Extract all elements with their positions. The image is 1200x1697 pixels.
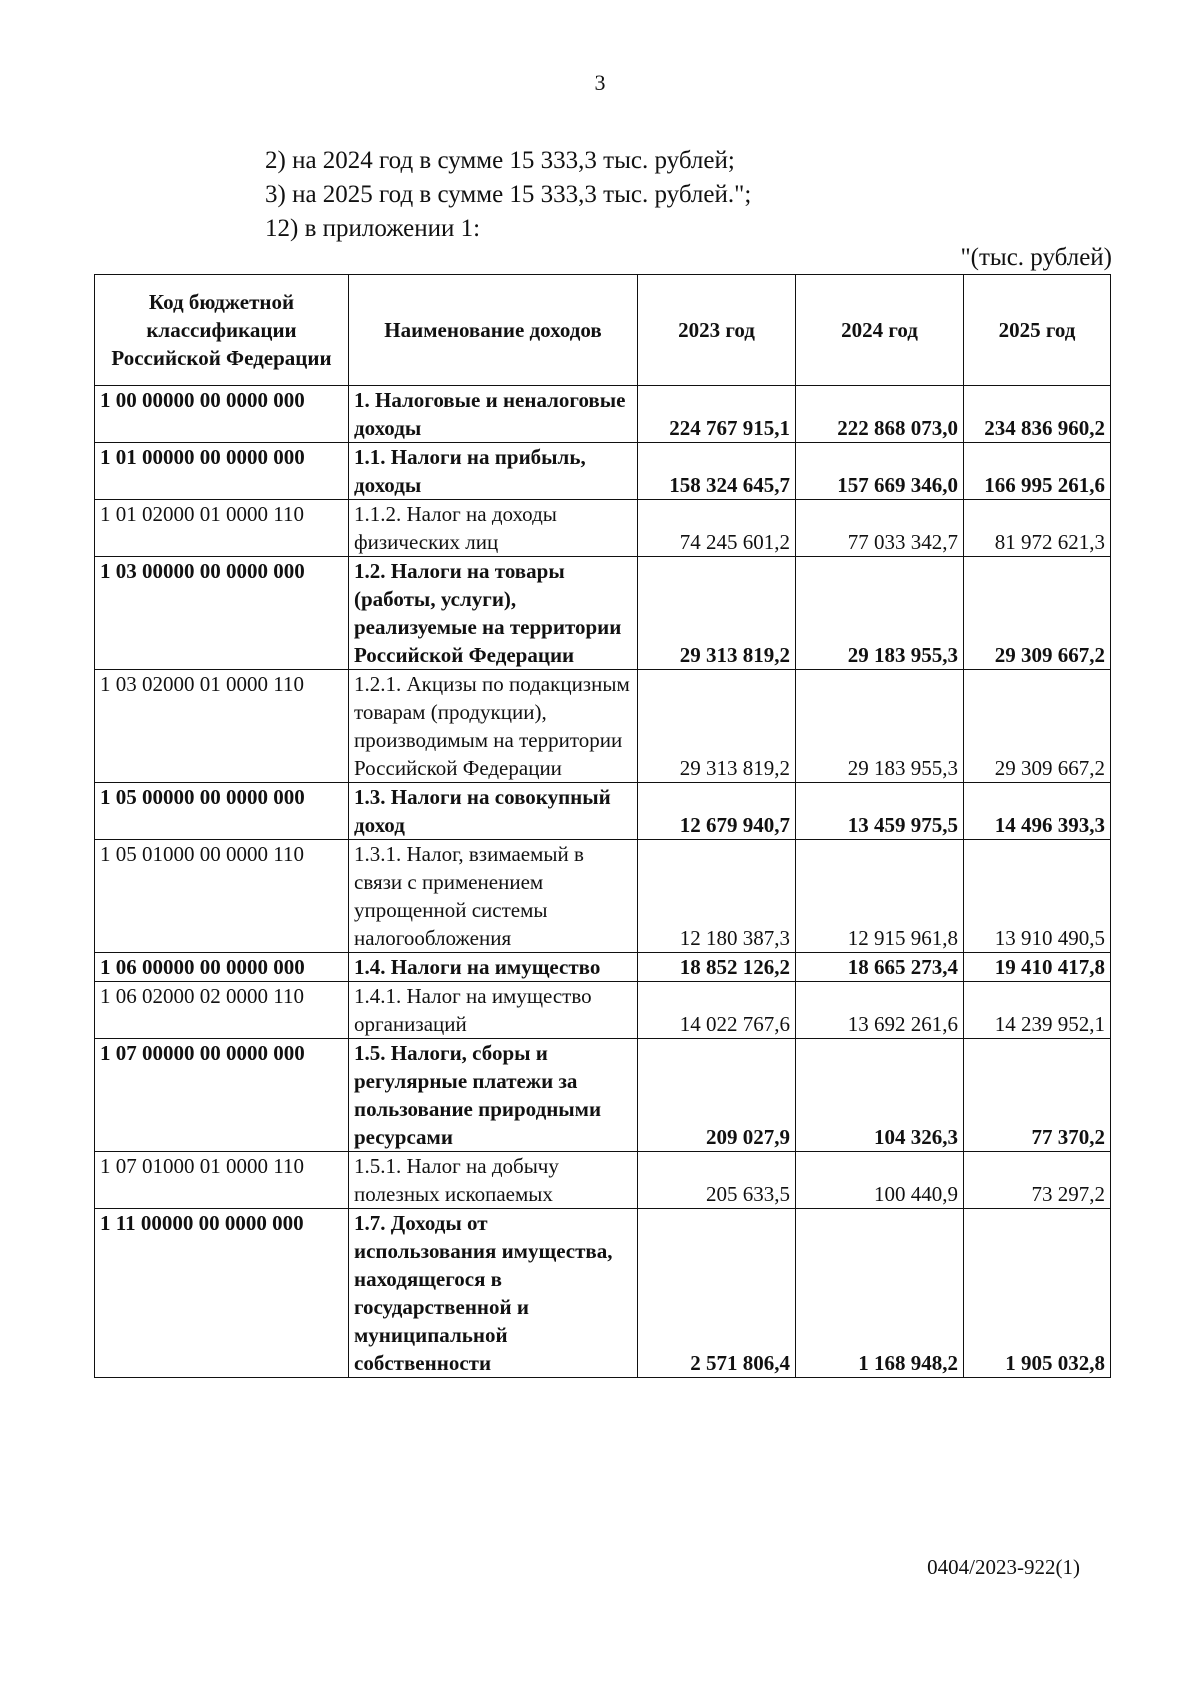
value-2023-cell: 29 313 819,2 bbox=[638, 670, 796, 783]
name-cell: 1. Налоговые и неналоговые доходы bbox=[349, 386, 638, 443]
value-2025-cell: 73 297,2 bbox=[964, 1152, 1111, 1209]
value-2024-cell: 104 326,3 bbox=[796, 1039, 964, 1152]
code-cell: 1 06 00000 00 0000 000 bbox=[95, 953, 349, 982]
value-2023-cell: 74 245 601,2 bbox=[638, 500, 796, 557]
table-row bbox=[95, 443, 1111, 500]
name-cell: 1.1. Налоги на прибыль, доходы bbox=[349, 443, 638, 500]
table-body bbox=[95, 386, 1111, 1378]
value-2023-cell: 2 571 806,4 bbox=[638, 1209, 796, 1378]
table-header-row bbox=[95, 275, 1111, 386]
code-cell: 1 01 00000 00 0000 000 bbox=[95, 443, 349, 500]
header-name: Наименование доходов bbox=[349, 275, 638, 386]
code-cell: 1 11 00000 00 0000 000 bbox=[95, 1209, 349, 1378]
code-cell: 1 03 00000 00 0000 000 bbox=[95, 557, 349, 670]
value-2025-cell: 19 410 417,8 bbox=[964, 953, 1111, 982]
value-2023-cell: 209 027,9 bbox=[638, 1039, 796, 1152]
intro-line: 3) на 2025 год в сумме 15 333,3 тыс. рублей."; bbox=[265, 181, 752, 208]
units-label: "(тыс. рублей) bbox=[960, 244, 1112, 271]
header-2024: 2024 год bbox=[796, 275, 964, 386]
value-2023-cell: 12 180 387,3 bbox=[638, 840, 796, 953]
value-2024-cell: 222 868 073,0 bbox=[796, 386, 964, 443]
name-cell: 1.2. Налоги на товары (работы, услуги), реализуемые на территории Российской Федерации bbox=[349, 557, 638, 670]
value-2025-cell: 29 309 667,2 bbox=[964, 670, 1111, 783]
value-2024-cell: 13 459 975,5 bbox=[796, 783, 964, 840]
value-2023-cell: 205 633,5 bbox=[638, 1152, 796, 1209]
table-row bbox=[95, 670, 1111, 783]
code-cell: 1 05 01000 00 0000 110 bbox=[95, 840, 349, 953]
value-2024-cell: 100 440,9 bbox=[796, 1152, 964, 1209]
name-cell: 1.3.1. Налог, взимаемый в связи с применением упрощенной системы налогообложения bbox=[349, 840, 638, 953]
value-2023-cell: 12 679 940,7 bbox=[638, 783, 796, 840]
intro-line: 2) на 2024 год в сумме 15 333,3 тыс. рублей; bbox=[265, 147, 735, 174]
name-cell: 1.7. Доходы от использования имущества, находящегося в государственной и муниципальной собственности bbox=[349, 1209, 638, 1378]
value-2024-cell: 29 183 955,3 bbox=[796, 670, 964, 783]
table-row bbox=[95, 1152, 1111, 1209]
table-row bbox=[95, 1039, 1111, 1152]
value-2024-cell: 1 168 948,2 bbox=[796, 1209, 964, 1378]
value-2024-cell: 12 915 961,8 bbox=[796, 840, 964, 953]
table-row bbox=[95, 1209, 1111, 1378]
value-2024-cell: 18 665 273,4 bbox=[796, 953, 964, 982]
intro-line: 12) в приложении 1: bbox=[265, 215, 481, 242]
value-2025-cell: 234 836 960,2 bbox=[964, 386, 1111, 443]
header-2023: 2023 год bbox=[638, 275, 796, 386]
header-2025: 2025 год bbox=[964, 275, 1111, 386]
value-2023-cell: 158 324 645,7 bbox=[638, 443, 796, 500]
intro-text bbox=[265, 144, 751, 246]
page-number: 3 bbox=[594, 70, 606, 95]
table-row bbox=[95, 982, 1111, 1039]
value-2023-cell: 29 313 819,2 bbox=[638, 557, 796, 670]
name-cell: 1.4. Налоги на имущество bbox=[349, 953, 638, 982]
table-row bbox=[95, 557, 1111, 670]
name-cell: 1.3. Налоги на совокупный доход bbox=[349, 783, 638, 840]
table-row bbox=[95, 783, 1111, 840]
table-row bbox=[95, 500, 1111, 557]
code-cell: 1 07 01000 01 0000 110 bbox=[95, 1152, 349, 1209]
value-2025-cell: 1 905 032,8 bbox=[964, 1209, 1111, 1378]
value-2025-cell: 29 309 667,2 bbox=[964, 557, 1111, 670]
name-cell: 1.4.1. Налог на имущество организаций bbox=[349, 982, 638, 1039]
code-cell: 1 05 00000 00 0000 000 bbox=[95, 783, 349, 840]
value-2023-cell: 224 767 915,1 bbox=[638, 386, 796, 443]
name-cell: 1.5. Налоги, сборы и регулярные платежи за пользование природными ресурсами bbox=[349, 1039, 638, 1152]
name-cell: 1.2.1. Акцизы по подакцизным товарам (продукции), производимым на территории Российской Федерации bbox=[349, 670, 638, 783]
value-2024-cell: 77 033 342,7 bbox=[796, 500, 964, 557]
value-2023-cell: 18 852 126,2 bbox=[638, 953, 796, 982]
value-2025-cell: 14 239 952,1 bbox=[964, 982, 1111, 1039]
value-2024-cell: 13 692 261,6 bbox=[796, 982, 964, 1039]
code-cell: 1 03 02000 01 0000 110 bbox=[95, 670, 349, 783]
name-cell: 1.1.2. Налог на доходы физических лиц bbox=[349, 500, 638, 557]
code-cell: 1 01 02000 01 0000 110 bbox=[95, 500, 349, 557]
value-2023-cell: 14 022 767,6 bbox=[638, 982, 796, 1039]
code-cell: 1 07 00000 00 0000 000 bbox=[95, 1039, 349, 1152]
document-id: 0404/2023-922(1) bbox=[927, 1555, 1080, 1579]
code-cell: 1 00 00000 00 0000 000 bbox=[95, 386, 349, 443]
code-cell: 1 06 02000 02 0000 110 bbox=[95, 982, 349, 1039]
revenue-table bbox=[94, 274, 1111, 1378]
table-row bbox=[95, 840, 1111, 953]
table-row bbox=[95, 386, 1111, 443]
value-2025-cell: 13 910 490,5 bbox=[964, 840, 1111, 953]
value-2025-cell: 14 496 393,3 bbox=[964, 783, 1111, 840]
value-2024-cell: 157 669 346,0 bbox=[796, 443, 964, 500]
header-code: Код бюджетной классификации Российской Федерации bbox=[95, 275, 349, 386]
value-2025-cell: 166 995 261,6 bbox=[964, 443, 1111, 500]
table-row bbox=[95, 953, 1111, 982]
value-2025-cell: 81 972 621,3 bbox=[964, 500, 1111, 557]
name-cell: 1.5.1. Налог на добычу полезных ископаемых bbox=[349, 1152, 638, 1209]
value-2024-cell: 29 183 955,3 bbox=[796, 557, 964, 670]
value-2025-cell: 77 370,2 bbox=[964, 1039, 1111, 1152]
